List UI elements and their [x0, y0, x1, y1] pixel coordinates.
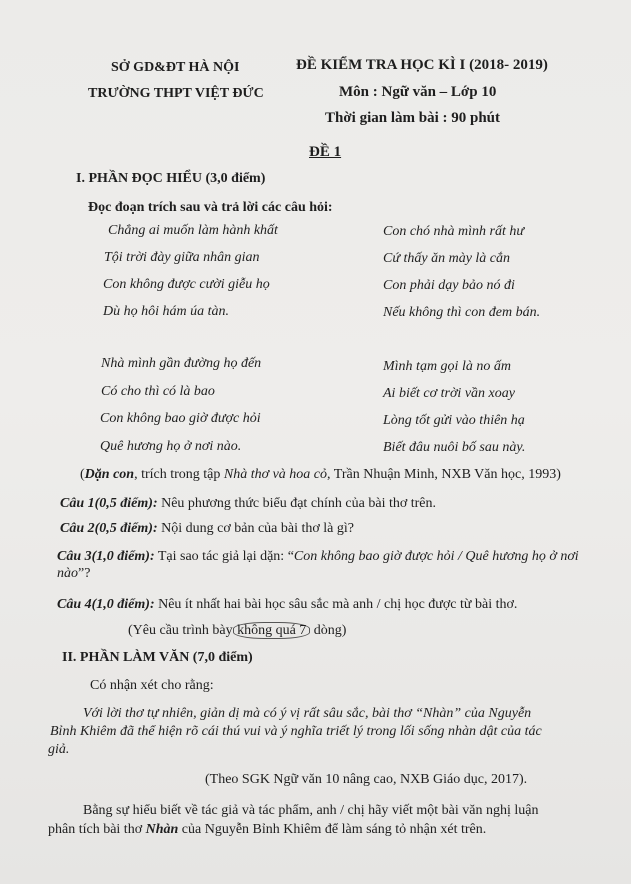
part2-task-line-2 — [48, 822, 486, 838]
exam-subject: Môn : Ngữ văn – Lớp 10 — [339, 84, 497, 100]
exam-title: ĐỀ KIỂM TRA HỌC KÌ I (2018- 2019) — [296, 57, 548, 73]
source-open: ( — [80, 467, 85, 482]
question-3-quote: Con không bao giờ được hỏi / Quê hương họ ở nơi nào — [57, 549, 579, 581]
note-before: (Yêu cầu trình bày — [128, 623, 237, 638]
task-after: của Nguyễn Bỉnh Khiêm để làm sáng tỏ nhận xét trên. — [178, 822, 487, 837]
poem-right-line-3: Con phải dạy bảo nó đi — [383, 278, 515, 293]
task-before: phân tích bài thơ — [48, 822, 146, 837]
task-bold: Nhàn — [145, 822, 179, 837]
part1-heading: I. PHẦN ĐỌC HIỂU (3,0 điểm) — [76, 171, 266, 186]
part2-task-line-1: Bằng sự hiểu biết về tác giả và tác phẩm, anh / chị hãy viết một bài văn nghị luận — [83, 803, 539, 818]
poem-left-line-4: Dù họ hôi hám úa tàn. — [103, 304, 229, 319]
header-dept: SỞ GD&ĐT HÀ NỘI — [111, 60, 240, 75]
length-note — [128, 623, 346, 639]
source-mid: , trích trong tập — [134, 467, 224, 482]
exam-code: ĐỀ 1 — [309, 144, 342, 160]
question-3-text: Tại sao tác giả lại dặn: “ — [154, 549, 294, 564]
poem-left-line-8: Quê hương họ ở nơi nào. — [100, 439, 242, 454]
poem-source — [80, 467, 561, 483]
poem-left-line-1: Chẳng ai muốn làm hành khất — [108, 223, 278, 238]
part2-intro: Có nhận xét cho rằng: — [90, 678, 214, 693]
source-title: Dặn con — [84, 467, 135, 482]
question-1-label: Câu 1(0,5 điểm): — [60, 496, 158, 511]
poem-right-line-4: Nếu không thì con đem bán. — [383, 305, 541, 320]
poem-left-line-7: Con không bao giờ được hỏi — [100, 411, 261, 426]
source-book: Nhà thơ và hoa cỏ — [223, 467, 328, 482]
poem-right-line-7: Lòng tốt gửi vào thiên hạ — [383, 413, 525, 428]
part2-heading: II. PHẦN LÀM VĂN (7,0 điểm) — [62, 650, 253, 665]
question-1 — [60, 496, 436, 512]
poem-right-line-5: Mình tạm gọi là no ấm — [383, 359, 511, 374]
question-3-label: Câu 3(1,0 điểm): — [57, 549, 155, 564]
source-rest: , Trần Nhuận Minh, NXB Văn học, 1993) — [327, 467, 561, 482]
poem-left-line-3: Con không được cười giễu họ — [103, 277, 270, 292]
question-2 — [60, 521, 354, 537]
exam-time: Thời gian làm bài : 90 phút — [325, 110, 501, 126]
poem-left-line-2: Tội trời đày giữa nhân gian — [104, 250, 260, 265]
header-school: TRƯỜNG THPT VIỆT ĐỨC — [88, 86, 264, 101]
part2-quote-line-3: giả. — [48, 742, 70, 757]
question-4-text: Nêu ít nhất hai bài học sâu sắc mà anh / chị học được từ bài thơ. — [154, 597, 518, 612]
question-4 — [57, 597, 517, 613]
question-2-text: Nội dung cơ bản của bài thơ là gì? — [157, 521, 354, 536]
poem-right-line-6: Ai biết cơ trời vần xoay — [383, 386, 515, 401]
part2-quote-line-1: Với lời thơ tự nhiên, giản dị mà có ý vị rất sâu sắc, bài thơ “Nhàn” của Nguyễn — [83, 706, 532, 721]
question-2-label: Câu 2(0,5 điểm): — [60, 521, 158, 536]
question-1-text: Nêu phương thức biểu đạt chính của bài thơ trên. — [157, 496, 437, 511]
part2-source: (Theo SGK Ngữ văn 10 nâng cao, NXB Giáo dục, 2017). — [205, 772, 528, 787]
note-after: dòng) — [310, 623, 347, 638]
note-circled: không quá 7 — [233, 622, 310, 639]
part1-instruction: Đọc đoạn trích sau và trả lời các câu hỏi: — [88, 200, 333, 215]
poem-left-line-5: Nhà mình gần đường họ đến — [101, 356, 262, 371]
part2-quote-line-2: Bỉnh Khiêm đã thể hiện rõ cái thú vui và ý nghĩa triết lý trong lối sống nhàn dật của tác — [50, 724, 542, 739]
poem-right-line-2: Cứ thấy ăn mày là cắn — [383, 251, 511, 266]
question-3-end: ”? — [78, 566, 91, 581]
poem-right-line-8: Biết đâu nuôi bố sau này. — [383, 440, 526, 455]
question-3 — [57, 548, 597, 582]
question-4-label: Câu 4(1,0 điểm): — [57, 597, 155, 612]
poem-right-line-1: Con chó nhà mình rất hư — [383, 224, 525, 239]
poem-left-line-6: Có cho thì có là bao — [101, 384, 215, 399]
